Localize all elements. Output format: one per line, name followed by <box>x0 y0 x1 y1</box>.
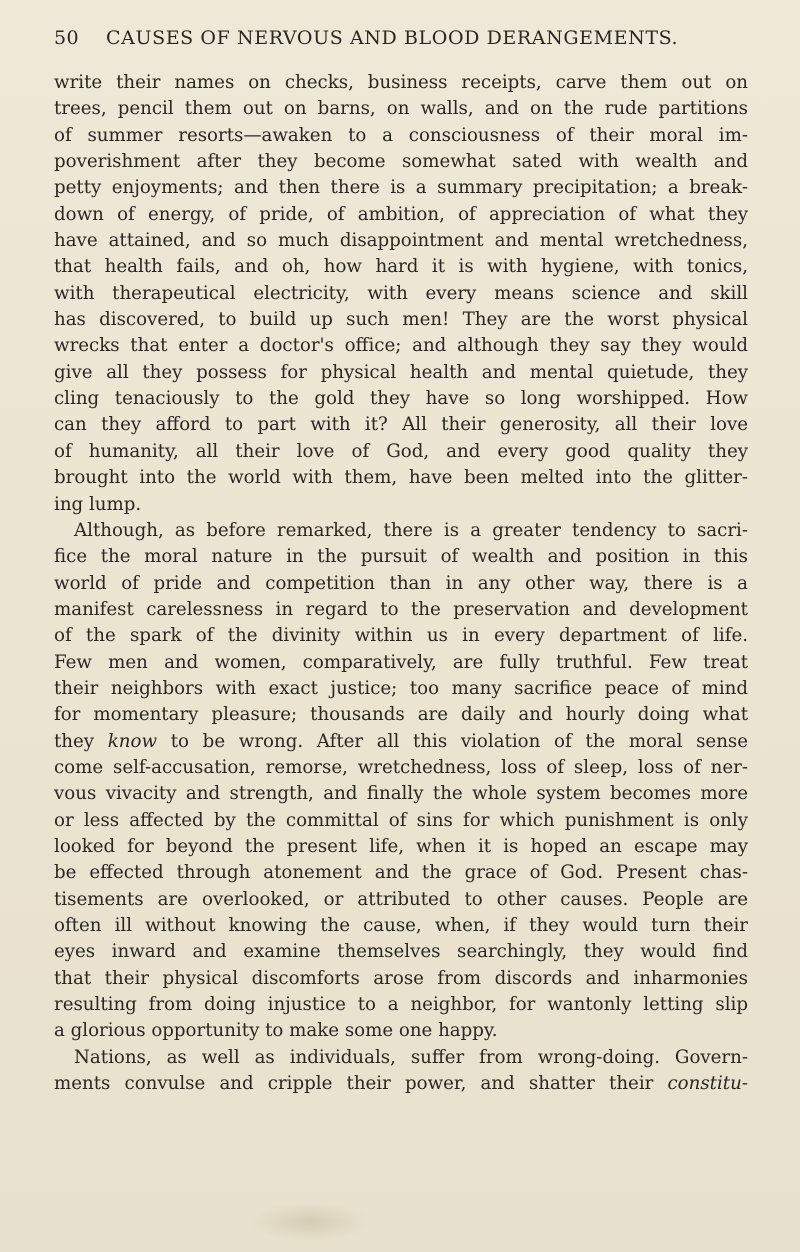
text-line: be effected through atonement and the grace of God. Present chas- <box>54 862 748 884</box>
text-line: or less affected by the committal of sins for which punishment is only <box>54 809 748 831</box>
text-line: come self-accusation, remorse, wretchedness, loss of sleep, loss of ner- <box>54 756 748 778</box>
text-fragment: ments convulse and cripple their power, and shatter their <box>54 1073 654 1095</box>
text-line: give all they possess for physical health and mental quietude, they <box>54 361 748 383</box>
text-line: eyes inward and examine themselves searchingly, they would find <box>54 941 748 963</box>
text-line: fice the moral nature in the pursuit of wealth and position in this <box>54 546 748 568</box>
text-line: tisements are overlooked, or attributed to other causes. People are <box>54 888 748 910</box>
text-line: manifest carelessness in regard to the preservation and development <box>54 598 748 620</box>
text-line: of humanity, all their love of God, and every good quality they <box>54 440 748 462</box>
text-line <box>54 1071 748 1097</box>
text-line: trees, pencil them out on barns, on walls, and on the rude partitions <box>54 98 748 120</box>
text-line: that their physical discomforts arose from discords and inharmonies <box>54 967 748 989</box>
text-fragment: they <box>54 730 95 752</box>
italic-word: constitu- <box>667 1073 748 1095</box>
text-fragment: to be wrong. After all this violation of the moral sense <box>170 730 748 752</box>
text-line: of summer resorts—awaken to a consciousness of their moral im- <box>54 124 748 146</box>
paragraph-start: Although, as before remarked, there is a greater tendency to sacri- <box>74 519 748 541</box>
text-line <box>54 729 748 755</box>
italic-word: know <box>107 730 158 752</box>
text-line: wrecks that enter a doctor's office; and although they say they would <box>54 335 748 357</box>
running-head <box>54 26 748 50</box>
text-line: a glorious opportunity to make some one happy. <box>54 1020 498 1042</box>
body-text <box>54 70 748 1097</box>
text-line: that health fails, and oh, how hard it is with hygiene, with tonics, <box>54 256 748 278</box>
text-line: looked for beyond the present life, when it is hoped an escape may <box>54 835 748 857</box>
text-line: cling tenaciously to the gold they have so long worshipped. How <box>54 388 748 410</box>
text-line: Few men and women, comparatively, are fully truthful. Few treat <box>54 651 748 673</box>
text-line: of the spark of the divinity within us in every department of life. <box>54 625 748 647</box>
text-line: resulting from doing injustice to a neighbor, for wantonly letting slip <box>54 994 748 1016</box>
paper-stain <box>250 1202 370 1242</box>
text-line: have attained, and so much disappointment and mental wretchedness, <box>54 230 748 252</box>
text-line: has discovered, to build up such men! They are the worst physical <box>54 309 748 331</box>
paragraph-start: Nations, as well as individuals, suffer from wrong-doing. Govern- <box>74 1046 748 1068</box>
text-line: poverishment after they become somewhat sated with wealth and <box>54 151 748 173</box>
text-line: their neighbors with exact justice; too many sacrifice peace of mind <box>54 677 748 699</box>
text-line: with therapeutical electricity, with every means science and skill <box>54 282 748 304</box>
page-number: 50 <box>54 27 79 49</box>
text-line: world of pride and competition than in any other way, there is a <box>54 572 748 594</box>
text-line: vous vivacity and strength, and finally the whole system becomes more <box>54 783 748 805</box>
text-line: can they afford to part with it? All their generosity, all their love <box>54 414 748 436</box>
text-line: down of energy, of pride, of ambition, of appreciation of what they <box>54 203 748 225</box>
text-line: for momentary pleasure; thousands are daily and hourly doing what <box>54 704 748 726</box>
text-line: ing lump. <box>54 493 142 515</box>
running-title: CAUSES OF NERVOUS AND BLOOD DERANGEMENTS. <box>106 27 679 49</box>
text-line: brought into the world with them, have been melted into the glitter- <box>54 467 748 489</box>
text-line: often ill without knowing the cause, when, if they would turn their <box>54 915 748 936</box>
text-line: write their names on checks, business receipts, carve them out on <box>54 72 748 93</box>
text-line: petty enjoyments; and then there is a summary precipitation; a break- <box>54 177 748 199</box>
